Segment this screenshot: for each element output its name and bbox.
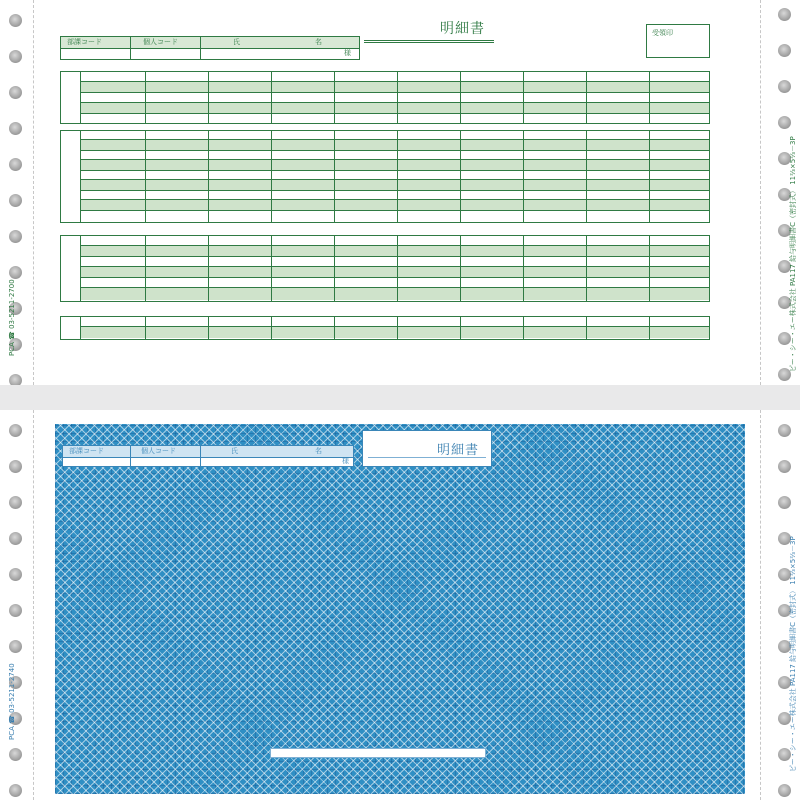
block-row xyxy=(81,82,709,93)
feed-hole xyxy=(9,14,22,27)
feed-hole xyxy=(778,460,791,473)
column-divider xyxy=(397,72,398,123)
employee-header-table xyxy=(62,445,354,467)
block-row xyxy=(81,257,709,267)
column-divider xyxy=(145,317,146,339)
receipt-stamp-label: 受領印 xyxy=(652,29,673,37)
block-side-label-area xyxy=(61,317,81,339)
column-divider xyxy=(460,317,461,339)
column-divider xyxy=(460,236,461,301)
dept-code-cell xyxy=(63,446,131,466)
block-row xyxy=(81,246,709,257)
block-row xyxy=(81,317,709,327)
column-divider xyxy=(397,317,398,339)
personal-code-label: 個人コード xyxy=(141,447,176,455)
feed-hole xyxy=(9,748,22,761)
dept-code-label: 部課コード xyxy=(69,447,104,455)
personal-code-cell xyxy=(131,446,201,466)
feed-hole xyxy=(778,496,791,509)
block-row xyxy=(81,160,709,171)
feed-hole xyxy=(778,44,791,57)
right-perforation xyxy=(760,0,761,385)
employee-header-table xyxy=(60,36,360,60)
column-divider xyxy=(649,236,650,301)
column-divider xyxy=(334,72,335,123)
block-row xyxy=(81,140,709,151)
title-underline-2 xyxy=(364,42,494,43)
column-divider xyxy=(208,317,209,339)
left-side-print: PCA ☎ 03-5211-2700 xyxy=(8,279,16,356)
column-divider xyxy=(271,131,272,222)
column-divider xyxy=(649,317,650,339)
feed-hole xyxy=(9,194,22,207)
feed-hole xyxy=(778,80,791,93)
attendance-block xyxy=(60,71,710,124)
block-row xyxy=(81,211,709,221)
block-row xyxy=(81,131,709,140)
block-row xyxy=(81,180,709,191)
title-underline xyxy=(368,457,486,458)
feed-hole xyxy=(9,158,22,171)
column-divider xyxy=(334,131,335,222)
deduction-block xyxy=(60,235,710,302)
total-block xyxy=(60,316,710,340)
column-divider xyxy=(586,317,587,339)
block-row xyxy=(81,236,709,246)
block-row xyxy=(81,114,709,123)
personal-code-label: 個人コード xyxy=(143,38,178,46)
block-row xyxy=(81,151,709,160)
column-divider xyxy=(586,72,587,123)
column-divider xyxy=(397,236,398,301)
feed-hole xyxy=(9,460,22,473)
column-divider xyxy=(271,317,272,339)
top-payslip-sheet xyxy=(0,0,800,385)
column-divider xyxy=(145,131,146,222)
block-row xyxy=(81,278,709,288)
page-title: 明細書 xyxy=(440,21,485,37)
feed-hole xyxy=(778,8,791,21)
left-perforation xyxy=(33,0,34,385)
block-row xyxy=(81,191,709,200)
column-divider xyxy=(271,236,272,301)
column-divider xyxy=(460,131,461,222)
block-row xyxy=(81,93,709,103)
feed-hole xyxy=(9,230,22,243)
security-pattern xyxy=(55,424,745,794)
block-side-label-area xyxy=(61,131,81,222)
column-divider xyxy=(460,72,461,123)
column-divider xyxy=(523,236,524,301)
block-row xyxy=(81,288,709,300)
column-divider xyxy=(208,72,209,123)
block-side-label-area xyxy=(61,236,81,301)
block-row xyxy=(81,200,709,211)
block-side-label-area xyxy=(61,72,81,123)
name-label-2: 名 xyxy=(315,38,322,46)
feed-hole xyxy=(778,784,791,797)
column-divider xyxy=(586,131,587,222)
left-perforation xyxy=(33,410,34,800)
right-side-print: ピー・シー・エー株式会社 PA117 給与明細書C（密封式） 11⅔×5⅔－3P xyxy=(789,536,797,772)
column-divider xyxy=(334,236,335,301)
block-row xyxy=(81,327,709,338)
dept-code-cell xyxy=(61,37,131,59)
feed-hole xyxy=(9,86,22,99)
address-window-strip xyxy=(270,748,486,758)
block-row xyxy=(81,103,709,114)
right-perforation xyxy=(760,410,761,800)
dept-code-label: 部課コード xyxy=(67,38,102,46)
column-divider xyxy=(523,317,524,339)
left-side-print: PCA ☎ 03-5211-2740 xyxy=(8,663,16,740)
feed-hole xyxy=(9,640,22,653)
column-divider xyxy=(523,72,524,123)
column-divider xyxy=(397,131,398,222)
payment-block xyxy=(60,130,710,223)
feed-hole xyxy=(778,116,791,129)
feed-hole xyxy=(9,424,22,437)
column-divider xyxy=(208,236,209,301)
feed-hole xyxy=(9,50,22,63)
feed-hole xyxy=(9,604,22,617)
receipt-stamp-box xyxy=(646,24,710,58)
name-label-1: 氏 xyxy=(233,38,240,46)
name-label-2: 名 xyxy=(315,447,322,455)
feed-hole xyxy=(9,496,22,509)
column-divider xyxy=(334,317,335,339)
honorific-label: 様 xyxy=(342,457,349,465)
column-divider xyxy=(145,236,146,301)
personal-code-cell xyxy=(131,37,201,59)
sheet-separator xyxy=(0,385,800,410)
column-divider xyxy=(586,236,587,301)
feed-hole xyxy=(9,374,22,385)
bottom-payslip-sheet xyxy=(0,410,800,800)
title-box xyxy=(362,430,492,467)
feed-hole xyxy=(9,784,22,797)
name-label-1: 氏 xyxy=(231,447,238,455)
title-underline xyxy=(364,40,494,41)
column-divider xyxy=(145,72,146,123)
column-divider xyxy=(523,131,524,222)
right-side-print: ピー・シー・エー株式会社 PA117 給与明細書C（密封式） 11⅔×5⅔－3P xyxy=(789,136,797,372)
page-title: 明細書 xyxy=(437,443,480,458)
feed-hole xyxy=(9,266,22,279)
column-divider xyxy=(649,131,650,222)
block-row xyxy=(81,267,709,278)
column-divider xyxy=(271,72,272,123)
block-row xyxy=(81,171,709,180)
feed-hole xyxy=(778,424,791,437)
column-divider xyxy=(649,72,650,123)
column-divider xyxy=(208,131,209,222)
feed-hole xyxy=(9,532,22,545)
block-row xyxy=(81,72,709,82)
honorific-label: 様 xyxy=(344,49,351,57)
feed-hole xyxy=(9,568,22,581)
feed-hole xyxy=(9,122,22,135)
